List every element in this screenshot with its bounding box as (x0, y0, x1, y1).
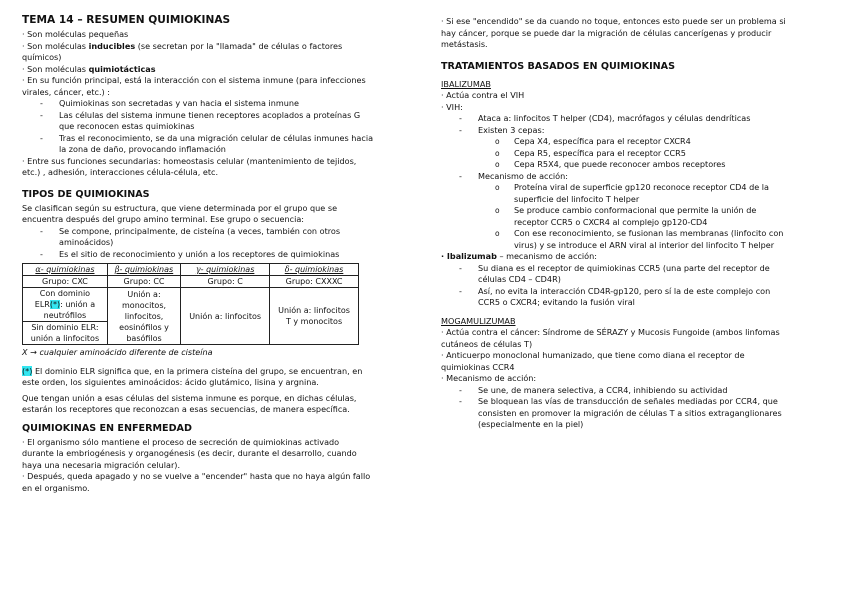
dash-item: - Existen 3 cepas: (441, 125, 833, 137)
table-header-gamma: γ- quimiokinas (181, 264, 270, 276)
dash-item: - Ataca a: linfocitos T helper (CD4), macrófagos y células dendríticas (441, 113, 833, 125)
table-header-delta: δ- quimiokinas (270, 264, 359, 276)
table-cell: Grupo: CXXXC (270, 276, 359, 288)
paragraph-line: · Si ese "encendido" se da cuando no toque, entonces esto puede ser un problema si (441, 16, 786, 26)
table-header-row (23, 264, 359, 276)
table-header-alpha: α- quimiokinas (23, 264, 108, 276)
paragraph-line: · Después, queda apagado y no se vuelve a "encender" hasta que no haya algún fallo (22, 471, 371, 481)
dash-item: - Mecanismo de acción: (441, 171, 833, 183)
table-row (23, 288, 359, 322)
paragraph-line: · Actúa contra el VIH (441, 90, 525, 100)
table-cell: Grupo: CC (107, 276, 180, 288)
page-title: TEMA 14 – RESUMEN QUIMIOKINAS (22, 14, 231, 26)
intro-line: · Son moléculas quimiotácticas (22, 63, 156, 74)
paragraph-line: estarán los receptores que reconozcan a esas secuencias, de manera específica. (22, 404, 350, 414)
circle-item: o Proteína viral de superficie gp120 reconoce receptor CD4 de la superficie del linfocito T helper (441, 182, 833, 205)
dash-item: - Se compone, principalmente, de cisteína (a veces, también con otros aminoácidos) (22, 226, 414, 249)
table-cell: Unión a: linfocitos (181, 288, 270, 345)
elr-note: (*) El dominio ELR significa que, en la primera cisteína del grupo, se encuentran, en (22, 365, 363, 376)
dash-item: - Así, no evita la interacción CD4R-gp120, pero sí la de este complejo con CCR5 o CXCR4; evitando la fusión viral (441, 286, 833, 309)
paragraph-line: metástasis. (441, 39, 488, 49)
circle-item: o Con ese reconocimiento, se fusionan las membranas (linfocito con virus) y se introduce el ARN viral al interior del linfocito T helper (441, 228, 833, 251)
dash-item: - Tras el reconocimiento, se da una migración celular de células inmunes hacia la zona de daño, provocando inflamación (22, 133, 414, 156)
intro-line: químicos) (22, 52, 62, 62)
paragraph-line: · VIH: (441, 101, 463, 112)
circle-item: o Cepa X4, específica para el receptor CXCR4 (441, 136, 833, 148)
table-footnote: X → cualquier aminoácido diferente de cisteína (22, 347, 213, 357)
intro-line: virales, cáncer, etc.) : (22, 86, 110, 97)
paragraph-line: · Anticuerpo monoclonal humanizado, que tiene como diana el receptor de (441, 350, 745, 360)
dash-item: - Quimiokinas son secretadas y van hacia el sistema inmune (22, 98, 414, 110)
paragraph-line: en el organismo. (22, 482, 90, 493)
circle-item: o Cepa R5X4, que puede reconocer ambos receptores (441, 159, 833, 171)
dash-item: - Las células del sistema inmune tienen receptores acoplados a proteínas G que reconocen estas quimiokinas (22, 110, 414, 133)
circle-item: o Se produce cambio conformacional que permite la unión de receptor CCR5 o CXCR4 al complejo gp120-CD4 (441, 205, 833, 228)
section-heading-tipos: TIPOS DE QUIMIOKINAS (22, 188, 150, 200)
table-cell: Grupo: C (181, 276, 270, 288)
left-column (22, 14, 414, 494)
paragraph-line: este orden, los siguientes aminoácidos: ácido glutámico, lisina y argnina. (22, 377, 319, 387)
table-cell: Grupo: CXC (23, 276, 108, 288)
table-cell: Sin dominio ELR: unión a linfocitos (23, 322, 108, 345)
paragraph-line: cutáneos de células T) (441, 338, 533, 349)
section-heading-enfermedad: QUIMIOKINAS EN ENFERMEDAD (22, 422, 192, 434)
table-cell: Con dominio ELR(*): unión a neutrófilos (23, 288, 108, 322)
table-header-beta: β- quimiokinas (107, 264, 180, 276)
intro-line: · Entre sus funciones secundarias: homeostasis celular (mantenimiento de tejidos, (22, 155, 357, 166)
paragraph-line: haya una necesaria migración celular). (22, 459, 181, 470)
intro-line: · Son moléculas pequeñas (22, 29, 129, 39)
section-heading-tratamientos: TRATAMIENTOS BASADOS EN QUIMIOKINAS (441, 60, 676, 72)
paragraph-line: quimiokinas CCR4 (441, 361, 515, 372)
intro-line: · Son moléculas inducibles (se secretan por la "llamada" de células o factores (22, 40, 343, 51)
dash-item: - Se bloquean las vías de transducción de señales mediadas por CCR4, que consisten en promover la migración de células T a sitios extraganglionares (especialmente en la piel) (441, 396, 833, 431)
paragraph-line: encuentra después del grupo amino terminal. Ese grupo o secuencia: (22, 214, 305, 224)
dash-item: - Es el sitio de reconocimiento y unión a los receptores de quimiokinas (22, 249, 414, 261)
table-cell: Unión a: linfocitos T y monocitos (270, 288, 359, 345)
circle-item: o Cepa R5, específica para el receptor CCR5 (441, 148, 833, 160)
intro-line: · En su función principal, está la interacción con el sistema inmune (para infecciones (22, 75, 366, 85)
drug-name-mogamulizumab: MOGAMULIZUMAB (441, 315, 516, 326)
right-column (441, 16, 833, 431)
chemokine-table (22, 263, 359, 345)
paragraph-line: Se clasifican según su estructura, que viene determinada por el grupo que se (22, 202, 338, 213)
paragraph-line: hay cáncer, porque se puede dar la migración de células cancerígenas y producir (441, 27, 772, 38)
paragraph-line: Que tengan unión a esas células del sistema inmune es porque, en dichas células, (22, 392, 357, 403)
table-cell: Unión a: monocitos, linfocitos, eosinófilos y basófilos (107, 288, 180, 345)
intro-line: etc.) , adhesión, interacciones célula-célula, etc. (22, 167, 219, 177)
paragraph-line: · Mecanismo de acción: (441, 373, 537, 383)
drug-name-ibalizumab: IBALIZUMAB (441, 78, 491, 89)
mechanism-heading: · Ibalizumab – mecanismo de acción: (441, 251, 597, 261)
dash-item: - Su diana es el receptor de quimiokinas CCR5 (una parte del receptor de células CD4 – CD4R) (441, 263, 833, 286)
paragraph-line: · Actúa contra el cáncer: Síndrome de SÉRAZY y Mucosis Fungoide (ambos linfomas (441, 327, 780, 337)
dash-item: - Se une, de manera selectiva, a CCR4, inhibiendo su actividad (441, 385, 833, 397)
paragraph-line: · El organismo sólo mantiene el proceso de secreción de quimiokinas activado (22, 436, 340, 447)
paragraph-line: durante la embriogénesis y organogénesis (es decir, durante el desarrollo, cuando (22, 448, 357, 458)
table-row (23, 276, 359, 288)
